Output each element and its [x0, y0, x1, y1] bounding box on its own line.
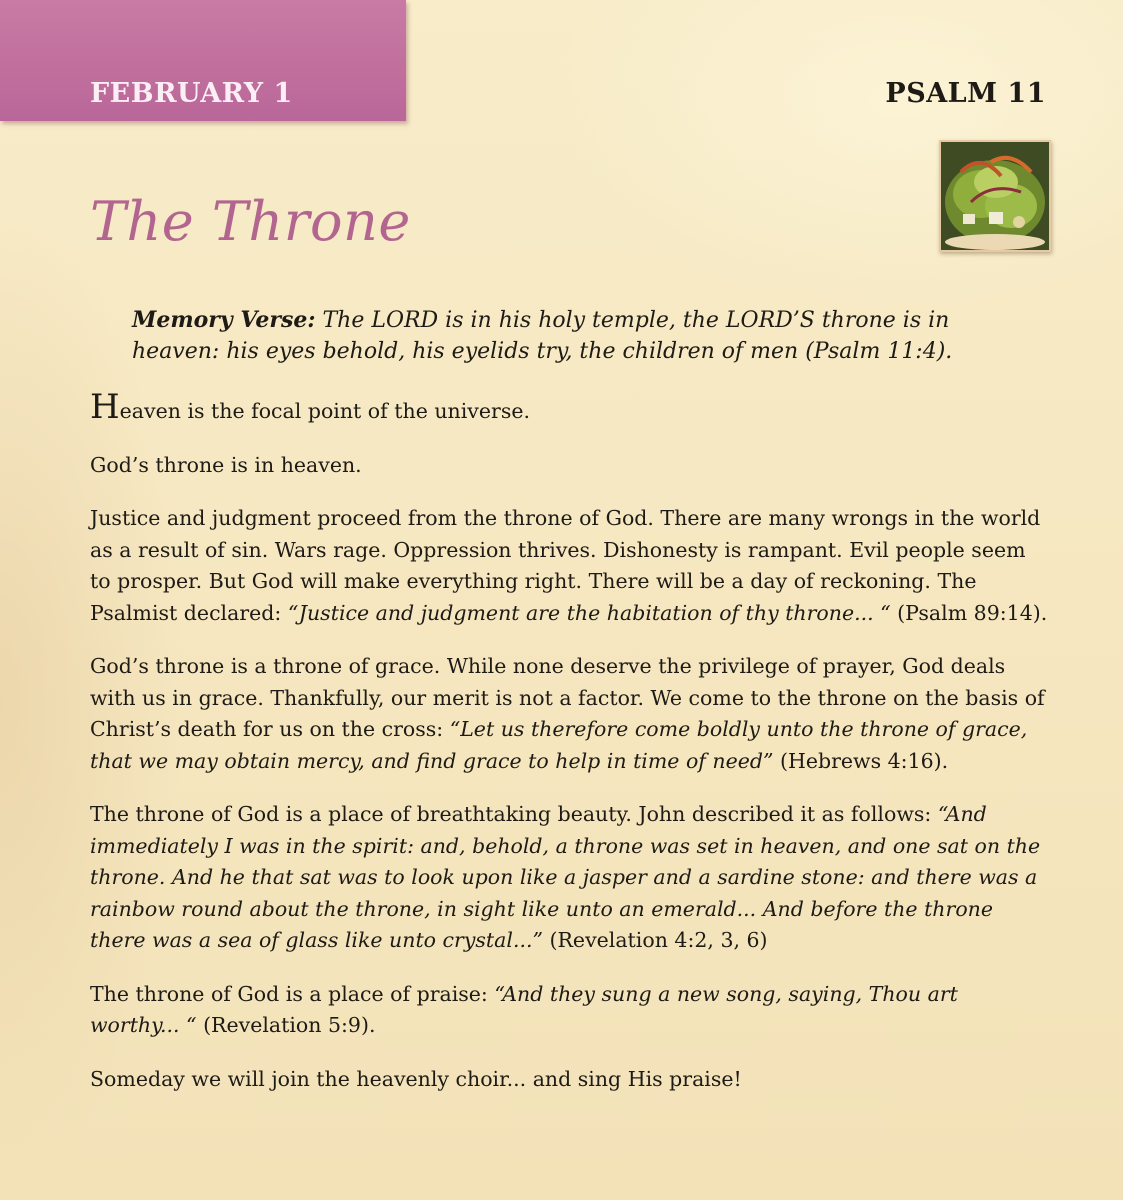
paragraph-3-ref: (Psalm 89:14).: [890, 600, 1048, 625]
paragraph-3: [90, 503, 1050, 629]
paragraph-4-text: God’s throne is a throne of grace. While none deserve the privilege of prayer, God deals with us in grace. Thankfully, our merit is not a factor. We come to the throne on the basis of Christ’s death for us on the cross:: [90, 654, 1045, 741]
memory-verse-label: Memory Verse:: [132, 307, 316, 333]
paragraph-3-quote: “Justice and judgment are the habitation of thy throne... “: [287, 600, 891, 625]
date-label: FEBRUARY 1: [90, 78, 293, 109]
paragraph-3-text: Justice and judgment proceed from the throne of God. There are many wrongs in the world as a result of sin. Wars rage. Oppression thrives. Dishonesty is rampant. Evil people seem to prosper. But God will make everything right. There will be a day of reckoning. The Psalmist declared:: [90, 506, 1041, 625]
paragraph-5: [90, 799, 1050, 957]
drop-cap: H: [90, 387, 120, 427]
paragraph-7: Someday we will join the heavenly choir... and sing His praise!: [90, 1066, 742, 1091]
devotional-body: [90, 387, 1050, 1117]
paragraph-5-quote: “And immediately I was in the spirit: and, behold, a throne was set in heaven, and one sat on the throne. And he that sat was to look upon like a jasper and a sardine stone: and there was a rainbow round about the throne, in sight like unto an emerald... And before the throne there was a sea of glass like unto crystal...”: [90, 802, 1041, 952]
paragraph-4-quote: “Let us therefore come boldly unto the throne of grace, that we may obtain mercy, and find grace to help in time of need”: [90, 717, 1028, 773]
paragraph-5-ref: (Revelation 4:2, 3, 6): [542, 928, 768, 952]
paragraph-1-text: eaven is the focal point of the universe.: [119, 399, 530, 423]
paragraph-6: [90, 979, 1050, 1042]
memory-verse: [132, 305, 1012, 367]
salad-photo: [939, 140, 1051, 252]
paragraph-4: [90, 651, 1050, 777]
paragraph-1: [90, 387, 1050, 428]
paragraph-6-ref: (Revelation 5:9).: [196, 1013, 376, 1037]
paragraph-2: God’s throne is in heaven.: [90, 452, 362, 477]
paragraph-6-quote: “And they sung a new song, saying, Thou art worthy... “: [90, 981, 958, 1037]
passage-label: PSALM 11: [885, 78, 1046, 109]
paragraph-4-ref: (Hebrews 4:16).: [773, 748, 949, 773]
memory-verse-text: The LORD is in his holy temple, the LORD’S throne is in heaven: his eyes behold, his eyelids try, the children of men (Psalm 11:4).: [132, 308, 953, 364]
paragraph-5-text: The throne of God is a place of breathtaking beauty. John described it as follows:: [90, 802, 938, 826]
page-title: The Throne: [90, 190, 411, 253]
paragraph-6-text: The throne of God is a place of praise:: [90, 981, 495, 1006]
